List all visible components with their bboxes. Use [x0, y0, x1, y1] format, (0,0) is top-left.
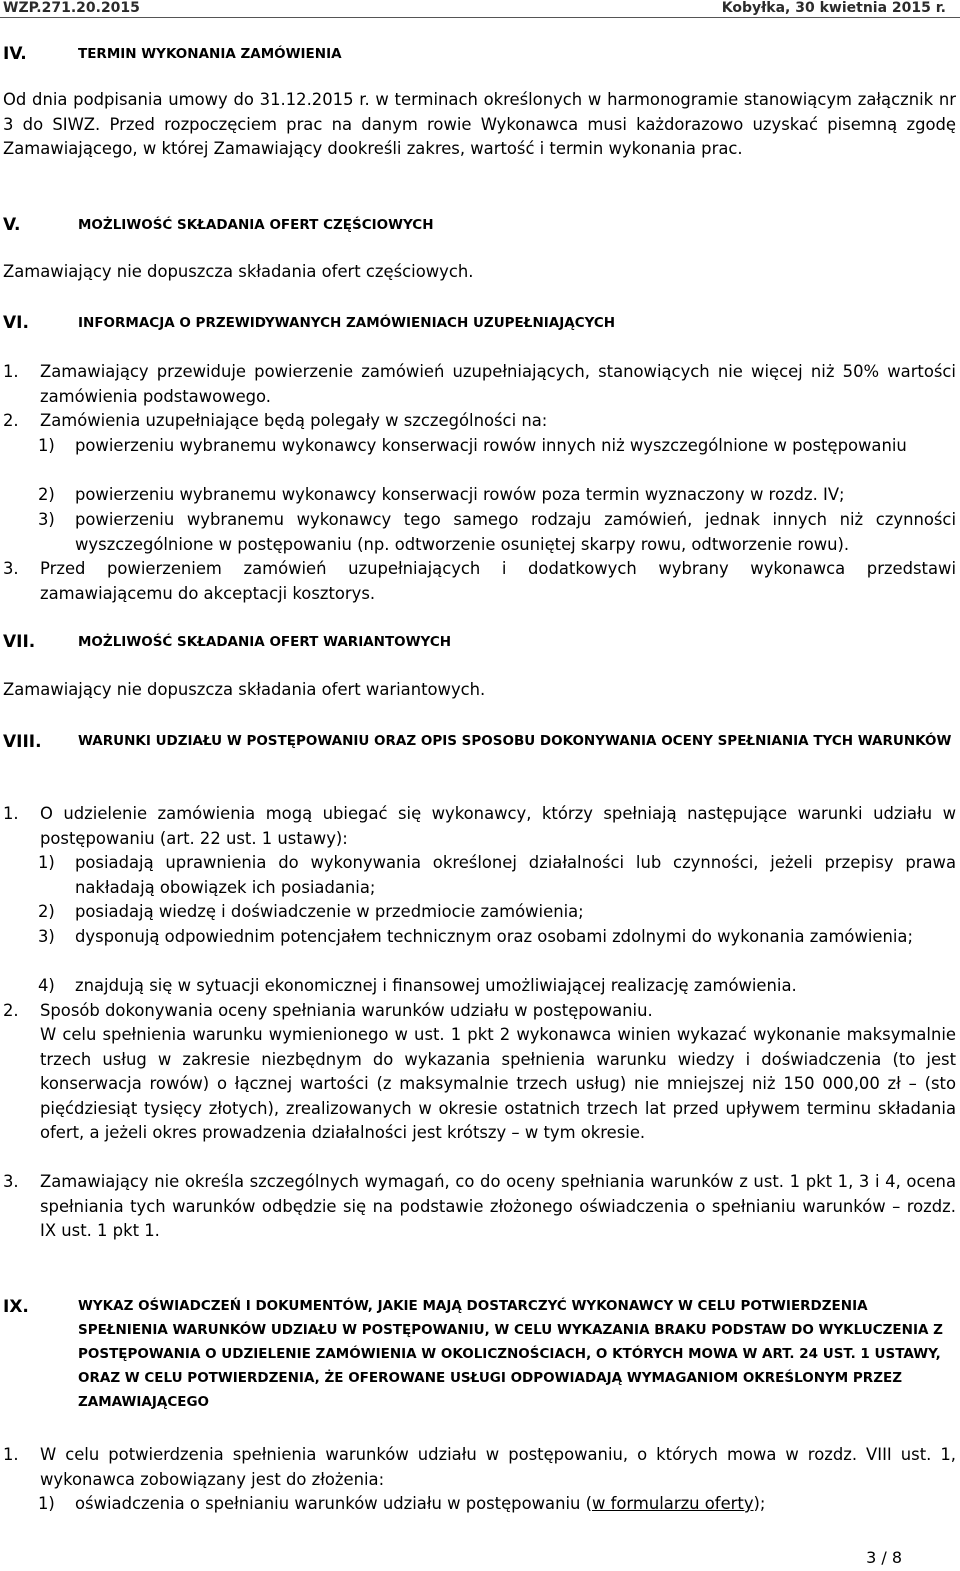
item-text: posiadają uprawnienia do wykonywania określonej działalności lub czynności, jeżeli przepisy prawa nakładają obowiązek ich posiadania; [75, 853, 956, 897]
item-text [75, 1492, 956, 1517]
item-number: 2. [3, 411, 19, 430]
item-number: 2) [38, 902, 55, 921]
section-title: MOŻLIWOŚĆ SKŁADANIA OFERT WARIANTOWYCH [78, 634, 452, 650]
section-title: WARUNKI UDZIAŁU W POSTĘPOWANIU ORAZ OPIS SPOSOBU DOKONYWANIA OCENY SPEŁNIANIA TYCH WARUNKÓW [78, 733, 952, 749]
section-number: VI. [3, 313, 29, 333]
section-title: INFORMACJA O PRZEWIDYWANYCH ZAMÓWIENIACH UZUPEŁNIAJĄCYCH [78, 315, 616, 331]
header-rule [0, 17, 960, 18]
item-text: powierzeniu wybranemu wykonawcy tego samego rodzaju zamówień, jednak innych niż czynności wyszczególnione w postępowaniu (np. odtworzenie osuniętej skarpy rowu, odtworzenie rowu). [75, 510, 956, 554]
item-text: powierzeniu wybranemu wykonawcy konserwacji rowów poza termin wyznaczony w rozdz. IV; [75, 485, 845, 504]
item-text-end: ); [753, 1494, 766, 1513]
document-reference: WZP.271.20.2015 [3, 0, 140, 16]
item-text: W celu spełnienia warunku wymienionego w ust. 1 pkt 2 wykonawca winien wykazać wykonanie maksymalnie trzech usług w zakresie niezbędnym do wykazania spełnienia warunku wiedzy i doświadczenia (to jest konserwacja rowów) o łącznej wartości (z maksymalnie trzech usług) nie mniejszej niż 150 000,00 zł – (sto pięćdziesiąt tysięcy złotych), zrealizowanych w okresie ostatnich trzech lat przed upływem terminu składania ofert, a jeżeli okres prowadzenia działalności jest krótszy – w tym okresie. [40, 1025, 956, 1142]
section-number: IX. [3, 1297, 29, 1317]
section-v-paragraph: Zamawiający nie dopuszcza składania ofert częściowych. [3, 262, 474, 281]
section-number: VIII. [3, 732, 42, 752]
page-header [0, 0, 960, 16]
page-number: 3 / 8 [866, 1548, 902, 1567]
item-text: Zamówienia uzupełniające będą polegały w szczególności na: [40, 411, 548, 430]
section-iv-paragraph: Od dnia podpisania umowy do 31.12.2015 r. w terminach określonych w harmonogramie stanowiącym załącznik nr 3 do SIWZ. Przed rozpoczęciem prac na danym rowie Wykonawca musi każdorazowo uzyskać pisemną zgodę Zamawiającego, w której Zamawiający dookreśli zakres, wartość i termin wykonania prac. [3, 90, 956, 158]
item-number: 2. [3, 1001, 19, 1020]
item-number: 3. [3, 1172, 19, 1191]
item-number: 1. [3, 804, 19, 823]
item-number: 1. [3, 362, 19, 381]
item-number: 3. [3, 559, 19, 578]
form-reference-link: w formularzu oferty [592, 1494, 754, 1513]
item-text: powierzeniu wybranemu wykonawcy konserwacji rowów innych niż wyszczególnione w postępowaniu [75, 436, 907, 455]
section-title: MOŻLIWOŚĆ SKŁADANIA OFERT CZĘŚCIOWYCH [78, 217, 434, 233]
section-number: V. [3, 215, 21, 235]
item-text: znajdują się w sytuacji ekonomicznej i finansowej umożliwiającej realizację zamówienia. [75, 976, 797, 995]
section-title: WYKAZ OŚWIADCZEŃ I DOKUMENTÓW, JAKIE MAJĄ DOSTARCZYĆ WYKONAWCY W CELU POTWIERDZENIA SPEŁNIENIA WARUNKÓW UDZIAŁU W POSTĘPOWANIU, W CELU WYKAZANIA BRAKU PODSTAW DO WYKLUCZENIA Z POSTĘPOWANIA O UDZIELENIE ZAMÓWIENIA W OKOLICZNOŚCIACH, O KTÓRYCH MOWA W ART. 24 UST. 1 USTAWY, ORAZ W CELU POTWIERDZENIA, ŻE OFEROWANE USŁUGI ODPOWIADAJĄ WYMAGANIOM OKREŚLONYM PRZEZ ZAMAWIAJĄCEGO [78, 1298, 943, 1410]
item-text: Zamawiający nie określa szczególnych wymagań, co do oceny spełniania warunków z ust. 1 pkt 1, 3 i 4, ocena spełniania tych warunków odbędzie się na podstawie złożonego oświadczenia o spełnianiu warunków – rozdz. IX ust. 1 pkt 1. [40, 1172, 956, 1240]
item-text: dysponują odpowiednim potencjałem technicznym oraz osobami zdolnymi do wykonania zamówienia; [75, 927, 913, 946]
item-number: 3) [38, 510, 55, 529]
item-text: Przed powierzeniem zamówień uzupełniających i dodatkowych wybrany wykonawca przedstawi zamawiającemu do akceptacji kosztorys. [40, 559, 956, 603]
item-number: 1) [38, 436, 55, 455]
place-date: Kobyłka, 30 kwietnia 2015 r. [721, 0, 946, 16]
item-text: W celu potwierdzenia spełnienia warunków udziału w postępowaniu, o których mowa w rozdz. VIII ust. 1, wykonawca zobowiązany jest do złożenia: [40, 1445, 956, 1489]
item-number: 2) [38, 485, 55, 504]
item-number: 1) [38, 1494, 55, 1513]
item-text: Sposób dokonywania oceny spełniania warunków udziału w postępowaniu. [40, 1001, 653, 1020]
item-number: 1. [3, 1445, 19, 1464]
item-text: posiadają wiedzę i doświadczenie w przedmiocie zamówienia; [75, 902, 584, 921]
item-text: Zamawiający przewiduje powierzenie zamówień uzupełniających, stanowiących nie więcej niż 50% wartości zamówienia podstawowego. [40, 362, 956, 406]
section-title: TERMIN WYKONANIA ZAMÓWIENIA [78, 46, 342, 62]
section-number: IV. [3, 44, 27, 64]
section-vii-paragraph: Zamawiający nie dopuszcza składania ofert wariantowych. [3, 680, 486, 699]
item-number: 4) [38, 976, 55, 995]
item-text: O udzielenie zamówienia mogą ubiegać się wykonawcy, którzy spełniają następujące warunki udziału w postępowaniu (art. 22 ust. 1 ustawy): [40, 804, 956, 848]
item-text-start: oświadczenia o spełnianiu warunków udziału w postępowaniu ( [75, 1494, 593, 1513]
item-number: 3) [38, 927, 55, 946]
section-number: VII. [3, 632, 36, 652]
item-number: 1) [38, 853, 55, 872]
